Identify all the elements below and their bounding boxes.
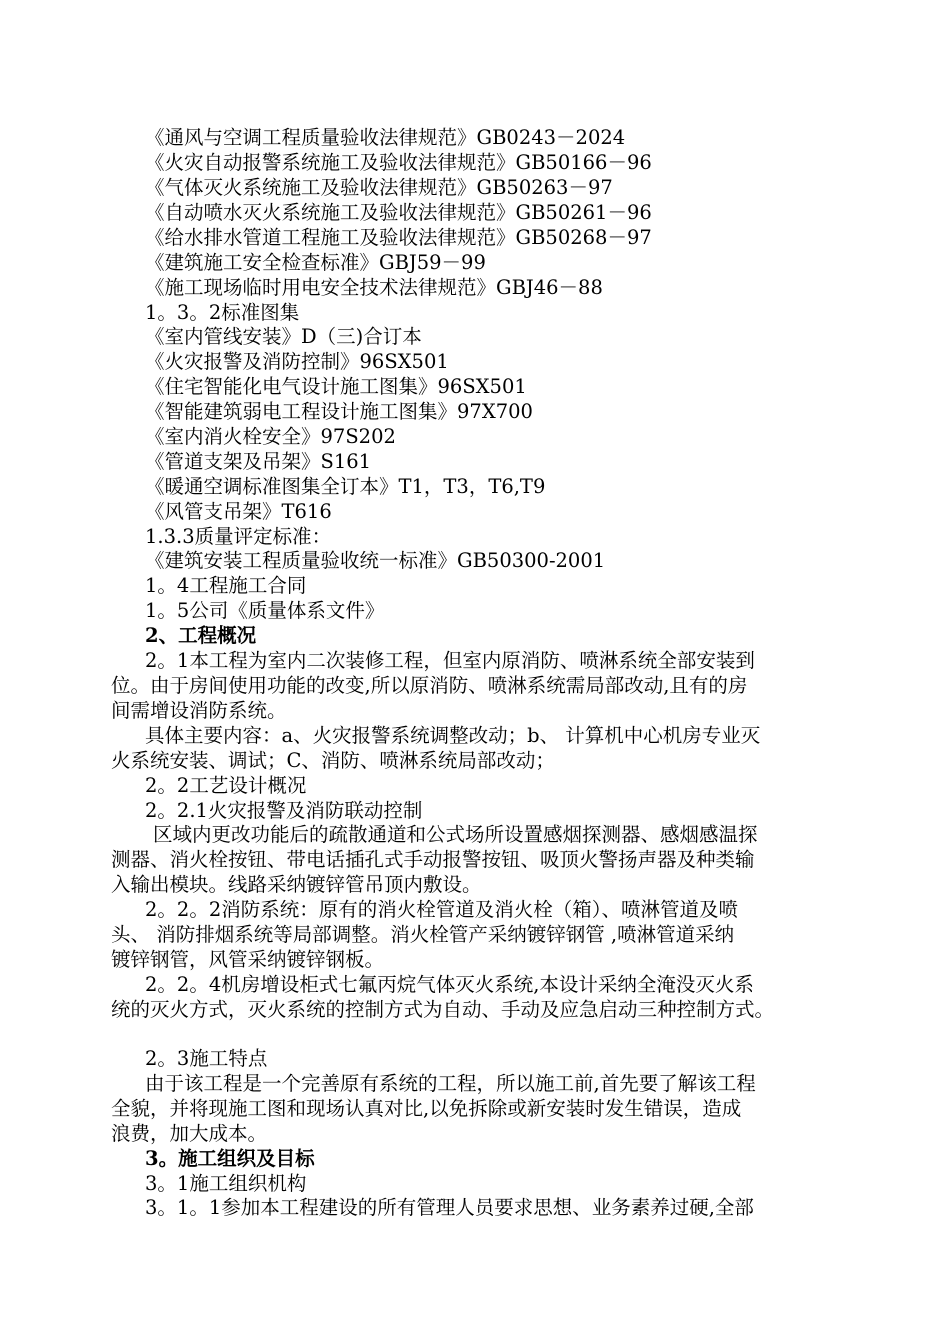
atlas-ref-line: 《室内管线安装》D（三)合订本 — [145, 325, 422, 348]
paragraph-line: 3。1。1参加本工程建设的所有管理人员要求思想、业务素养过硬,全部 — [145, 1196, 754, 1219]
atlas-ref-line: 《管道支架及吊架》S161 — [145, 450, 372, 473]
paragraph-line: 2。2。4机房增设柜式七氟丙烷气体灭火系统,本设计采纳全淹没灭火系 — [145, 973, 754, 996]
contract-item: 1。4工程施工合同 — [145, 574, 307, 597]
subsection-heading: 3。1施工组织机构 — [145, 1172, 307, 1195]
law-ref-line: 《气体灭火系统施工及验收法律规范》GB50263－97 — [145, 176, 613, 199]
atlas-ref-line: 《智能建筑弱电工程设计施工图集》97X700 — [145, 400, 533, 423]
paragraph-line: 入输出模块。线路采纳镀锌管吊顶内敷设。 — [111, 873, 482, 896]
paragraph-line: 头、 消防排烟系统等局部调整。消火栓管产采纳镀锌钢管 ,喷淋管道采纳 — [111, 923, 735, 946]
atlas-heading: 1。3。2标准图集 — [145, 301, 300, 324]
paragraph-line: 全貌，并将现施工图和现场认真对比,以免拆除或新安装时发生错误，造成 — [111, 1097, 742, 1120]
atlas-ref-line: 《暖通空调标准图集全订本》T1，T3，T6,T9 — [145, 475, 546, 498]
paragraph-line: 区域内更改功能后的疏散通道和公式场所设置感烟探测器、感烟感温探 — [153, 823, 758, 846]
paragraph-line: 浪费，加大成本。 — [111, 1122, 268, 1145]
paragraph-line: 具体主要内容：a、火灾报警系统调整改动；b、 计算机中心机房专业灭 — [145, 724, 761, 747]
law-ref-line: 《火灾自动报警系统施工及验收法律规范》GB50166－96 — [145, 151, 652, 174]
atlas-ref-line: 《风管支吊架》T616 — [145, 500, 332, 523]
section-2-title: 2、工程概况 — [145, 624, 257, 647]
paragraph-line: 测器、消火栓按钮、带电话插孔式手动报警按钮、吸顶火警扬声器及种类输 — [111, 848, 755, 871]
law-ref-line: 《给水排水管道工程施工及验收法律规范》GB50268－97 — [145, 226, 652, 249]
paragraph-line: 间需增设消防系统。 — [111, 699, 287, 722]
subsection-heading: 2。2.1火灾报警及消防联动控制 — [145, 799, 423, 822]
atlas-ref-line: 《住宅智能化电气设计施工图集》96SX501 — [145, 375, 527, 398]
law-ref-line: 《建筑施工安全检查标准》GBJ59－99 — [145, 251, 486, 274]
quality-standard: 《建筑安装工程质量验收统一标准》GB50300-2001 — [145, 549, 606, 572]
paragraph-line: 2。1本工程为室内二次装修工程，但室内原消防、喷淋系统全部安装到 — [145, 649, 755, 672]
paragraph-line: 统的灭火方式，灭火系统的控制方式为自动、手动及应急启动三种控制方式。 — [111, 998, 775, 1021]
atlas-ref-line: 《火灾报警及消防控制》96SX501 — [145, 350, 449, 373]
law-ref-line: 《通风与空调工程质量验收法律规范》GB0243－2024 — [145, 126, 626, 149]
subsection-heading: 2。3施工特点 — [145, 1047, 268, 1070]
quality-heading: 1.3.3质量评定标准： — [145, 525, 332, 548]
paragraph-line: 位。由于房间使用功能的改变,所以原消防、喷淋系统需局部改动,且有的房 — [111, 674, 748, 697]
paragraph-line: 火系统安装、调试；C、消防、喷淋系统局部改动； — [111, 749, 555, 772]
law-ref-line: 《施工现场临时用电安全技术法律规范》GBJ46－88 — [145, 276, 603, 299]
paragraph-line: 2。2。2消防系统：原有的消火栓管道及消火栓（箱）、喷淋管道及喷 — [145, 898, 738, 921]
subsection-heading: 2。2工艺设计概况 — [145, 774, 307, 797]
paragraph-line: 由于该工程是一个完善原有系统的工程，所以施工前,首先要了解该工程 — [145, 1072, 756, 1095]
law-ref-line: 《自动喷水灭火系统施工及验收法律规范》GB50261－96 — [145, 201, 652, 224]
section-3-title: 3。施工组织及目标 — [145, 1147, 315, 1170]
quality-system-item: 1。5公司《质量体系文件》 — [145, 599, 385, 622]
atlas-ref-line: 《室内消火栓安全》97S202 — [145, 425, 396, 448]
paragraph-line: 镀锌钢管，风管采纳镀锌钢板。 — [111, 948, 385, 971]
